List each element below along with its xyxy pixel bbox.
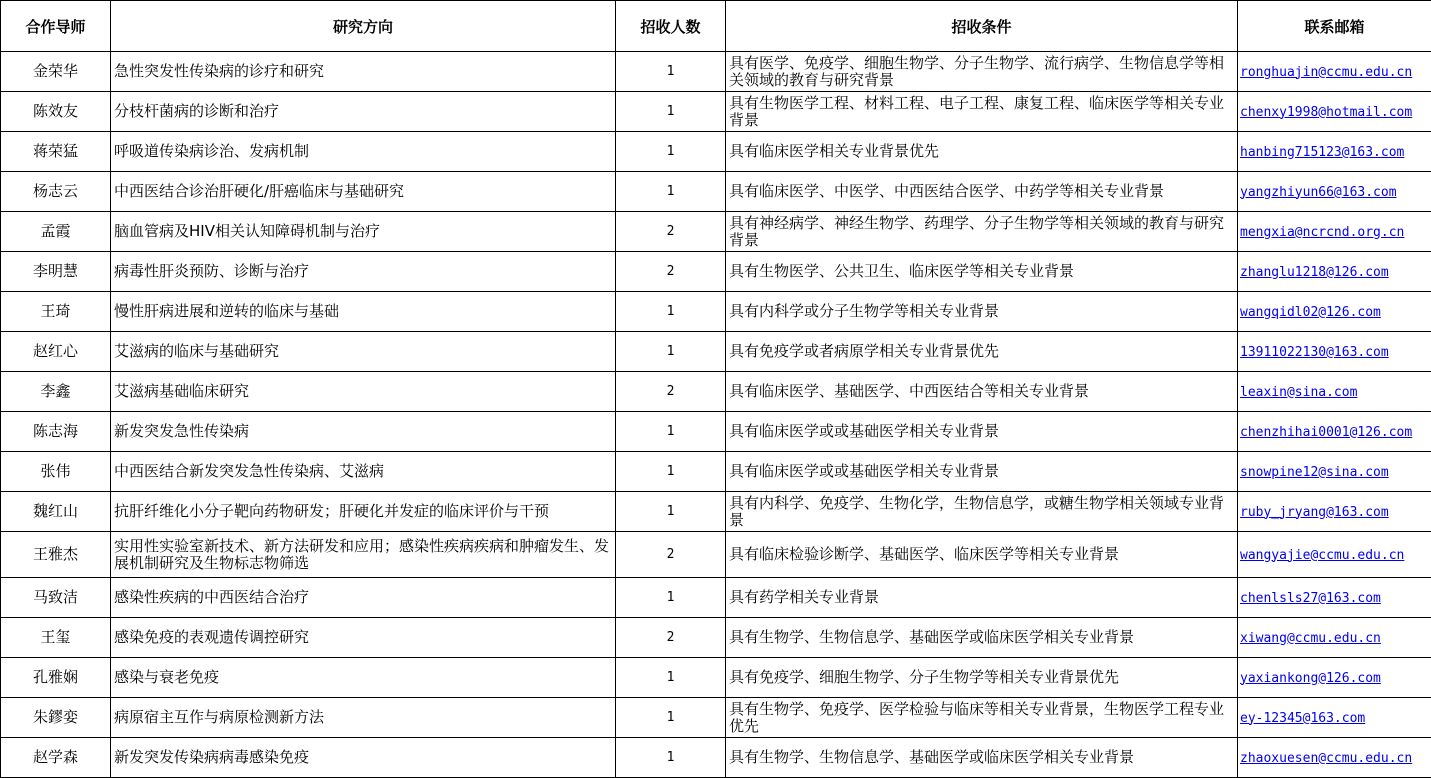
contact-email-link[interactable]: snowpine12@sina.com bbox=[1240, 464, 1389, 480]
table-row bbox=[1, 292, 1431, 332]
contact-email-link[interactable]: chenzhihai0001@126.com bbox=[1240, 424, 1413, 440]
enrollment-count: 1 bbox=[616, 578, 726, 618]
contact-email-link[interactable]: wangqidl02@126.com bbox=[1240, 304, 1381, 320]
requirements: 具有临床医学相关专业背景优先 bbox=[726, 132, 1238, 172]
header-mentor: 合作导师 bbox=[1, 1, 111, 52]
contact-email-link[interactable]: leaxin@sina.com bbox=[1240, 384, 1358, 400]
contact-email-link[interactable]: ey-12345@163.com bbox=[1240, 710, 1366, 726]
enrollment-count: 1 bbox=[616, 132, 726, 172]
contact-email-link[interactable]: 13911022130@163.com bbox=[1240, 344, 1389, 360]
enrollment-count: 1 bbox=[616, 492, 726, 532]
requirements: 具有医学、免疫学、细胞生物学、分子生物学、流行病学、生物信息学等相关领域的教育与研究背景 bbox=[726, 52, 1238, 92]
research-direction: 感染性疾病的中西医结合治疗 bbox=[111, 578, 616, 618]
contact-email-cell bbox=[1238, 452, 1431, 492]
enrollment-count: 2 bbox=[616, 532, 726, 578]
header-contact-email: 联系邮箱 bbox=[1238, 1, 1431, 52]
enrollment-count: 1 bbox=[616, 658, 726, 698]
table-row bbox=[1, 372, 1431, 412]
table-row bbox=[1, 738, 1431, 778]
table-row bbox=[1, 132, 1431, 172]
mentor-name: 张伟 bbox=[1, 452, 111, 492]
research-direction: 病原宿主互作与病原检测新方法 bbox=[111, 698, 616, 738]
mentor-name: 孟霞 bbox=[1, 212, 111, 252]
contact-email-cell bbox=[1238, 92, 1431, 132]
research-direction: 新发突发传染病病毒感染免疫 bbox=[111, 738, 616, 778]
enrollment-count: 1 bbox=[616, 52, 726, 92]
table-row bbox=[1, 492, 1431, 532]
table-row bbox=[1, 698, 1431, 738]
requirements: 具有临床医学、中医学、中西医结合医学、中药学等相关专业背景 bbox=[726, 172, 1238, 212]
enrollment-count: 1 bbox=[616, 412, 726, 452]
table-row bbox=[1, 332, 1431, 372]
contact-email-cell bbox=[1238, 132, 1431, 172]
contact-email-cell bbox=[1238, 412, 1431, 452]
contact-email-cell bbox=[1238, 172, 1431, 212]
requirements: 具有免疫学、细胞生物学、分子生物学等相关专业背景优先 bbox=[726, 658, 1238, 698]
mentor-name: 赵红心 bbox=[1, 332, 111, 372]
contact-email-link[interactable]: mengxia@ncrcnd.org.cn bbox=[1240, 224, 1405, 240]
research-direction: 急性突发性传染病的诊疗和研究 bbox=[111, 52, 616, 92]
table-row bbox=[1, 172, 1431, 212]
contact-email-link[interactable]: xiwang@ccmu.edu.cn bbox=[1240, 630, 1381, 646]
research-direction: 感染免疫的表观遗传调控研究 bbox=[111, 618, 616, 658]
requirements: 具有免疫学或者病原学相关专业背景优先 bbox=[726, 332, 1238, 372]
enrollment-count: 2 bbox=[616, 252, 726, 292]
requirements: 具有生物学、生物信息学、基础医学或临床医学相关专业背景 bbox=[726, 618, 1238, 658]
requirements: 具有生物学、免疫学、医学检验与临床等相关专业背景，生物医学工程专业优先 bbox=[726, 698, 1238, 738]
mentor-name: 朱鏐娈 bbox=[1, 698, 111, 738]
table-row bbox=[1, 452, 1431, 492]
table-row bbox=[1, 412, 1431, 452]
mentor-name: 杨志云 bbox=[1, 172, 111, 212]
research-direction: 分枝杆菌病的诊断和治疗 bbox=[111, 92, 616, 132]
requirements: 具有临床医学或或基础医学相关专业背景 bbox=[726, 452, 1238, 492]
contact-email-link[interactable]: chenxy1998@hotmail.com bbox=[1240, 104, 1413, 120]
contact-email-cell bbox=[1238, 52, 1431, 92]
research-direction: 新发突发急性传染病 bbox=[111, 412, 616, 452]
header-requirements: 招收条件 bbox=[726, 1, 1238, 52]
requirements: 具有神经病学、神经生物学、药理学、分子生物学等相关领域的教育与研究背景 bbox=[726, 212, 1238, 252]
research-direction: 呼吸道传染病诊治、发病机制 bbox=[111, 132, 616, 172]
research-direction: 慢性肝病进展和逆转的临床与基础 bbox=[111, 292, 616, 332]
requirements: 具有生物医学、公共卫生、临床医学等相关专业背景 bbox=[726, 252, 1238, 292]
contact-email-link[interactable]: chenlsls27@163.com bbox=[1240, 590, 1381, 606]
mentor-name: 李鑫 bbox=[1, 372, 111, 412]
table-row bbox=[1, 618, 1431, 658]
contact-email-cell bbox=[1238, 372, 1431, 412]
table-row bbox=[1, 658, 1431, 698]
research-direction: 抗肝纤维化小分子靶向药物研发；肝硬化并发症的临床评价与干预 bbox=[111, 492, 616, 532]
requirements: 具有临床医学、基础医学、中西医结合等相关专业背景 bbox=[726, 372, 1238, 412]
mentor-name: 陈效友 bbox=[1, 92, 111, 132]
enrollment-count: 1 bbox=[616, 332, 726, 372]
enrollment-count: 1 bbox=[616, 738, 726, 778]
requirements: 具有临床检验诊断学、基础医学、临床医学等相关专业背景 bbox=[726, 532, 1238, 578]
contact-email-link[interactable]: ronghuajin@ccmu.edu.cn bbox=[1240, 64, 1413, 80]
requirements: 具有临床医学或或基础医学相关专业背景 bbox=[726, 412, 1238, 452]
contact-email-link[interactable]: yangzhiyun66@163.com bbox=[1240, 184, 1397, 200]
mentor-name: 马致洁 bbox=[1, 578, 111, 618]
mentor-name: 陈志海 bbox=[1, 412, 111, 452]
enrollment-count: 1 bbox=[616, 172, 726, 212]
mentor-name: 孔雅娴 bbox=[1, 658, 111, 698]
table-row bbox=[1, 92, 1431, 132]
table-row bbox=[1, 578, 1431, 618]
requirements: 具有生物医学工程、材料工程、电子工程、康复工程、临床医学等相关专业背景 bbox=[726, 92, 1238, 132]
contact-email-cell bbox=[1238, 292, 1431, 332]
mentor-name: 魏红山 bbox=[1, 492, 111, 532]
research-direction: 艾滋病基础临床研究 bbox=[111, 372, 616, 412]
contact-email-link[interactable]: yaxiankong@126.com bbox=[1240, 670, 1381, 686]
requirements: 具有内科学、免疫学、生物化学，生物信息学，或糖生物学相关领域专业背景 bbox=[726, 492, 1238, 532]
mentor-name: 李明慧 bbox=[1, 252, 111, 292]
mentor-name: 王琦 bbox=[1, 292, 111, 332]
requirements: 具有生物学、生物信息学、基础医学或临床医学相关专业背景 bbox=[726, 738, 1238, 778]
table-body bbox=[1, 52, 1431, 778]
enrollment-count: 1 bbox=[616, 292, 726, 332]
contact-email-cell bbox=[1238, 578, 1431, 618]
contact-email-cell bbox=[1238, 618, 1431, 658]
contact-email-cell bbox=[1238, 332, 1431, 372]
requirements: 具有内科学或分子生物学等相关专业背景 bbox=[726, 292, 1238, 332]
contact-email-link[interactable]: zhaoxuesen@ccmu.edu.cn bbox=[1240, 750, 1413, 766]
mentor-name: 蒋荣猛 bbox=[1, 132, 111, 172]
research-direction: 艾滋病的临床与基础研究 bbox=[111, 332, 616, 372]
research-direction: 中西医结合新发突发急性传染病、艾滋病 bbox=[111, 452, 616, 492]
mentor-name: 金荣华 bbox=[1, 52, 111, 92]
research-direction: 实用性实验室新技术、新方法研发和应用；感染性疾病疾病和肿瘤发生、发展机制研究及生物标志物筛选 bbox=[111, 532, 616, 578]
requirements: 具有药学相关专业背景 bbox=[726, 578, 1238, 618]
header-enrollment-count: 招收人数 bbox=[616, 1, 726, 52]
enrollment-count: 2 bbox=[616, 372, 726, 412]
contact-email-cell bbox=[1238, 698, 1431, 738]
enrollment-count: 2 bbox=[616, 212, 726, 252]
contact-email-cell bbox=[1238, 252, 1431, 292]
table-row bbox=[1, 252, 1431, 292]
contact-email-link[interactable]: ruby_jryang@163.com bbox=[1240, 504, 1389, 520]
contact-email-link[interactable]: hanbing715123@163.com bbox=[1240, 144, 1405, 160]
contact-email-cell bbox=[1238, 658, 1431, 698]
table-row bbox=[1, 212, 1431, 252]
enrollment-count: 1 bbox=[616, 698, 726, 738]
contact-email-cell bbox=[1238, 212, 1431, 252]
contact-email-link[interactable]: wangyajie@ccmu.edu.cn bbox=[1240, 547, 1405, 563]
research-direction: 脑血管病及HIV相关认知障碍机制与治疗 bbox=[111, 212, 616, 252]
enrollment-count: 1 bbox=[616, 452, 726, 492]
enrollment-count: 2 bbox=[616, 618, 726, 658]
mentor-name: 王雅杰 bbox=[1, 532, 111, 578]
contact-email-cell bbox=[1238, 532, 1431, 578]
contact-email-cell bbox=[1238, 738, 1431, 778]
enrollment-count: 1 bbox=[616, 92, 726, 132]
table-row bbox=[1, 52, 1431, 92]
research-direction: 病毒性肝炎预防、诊断与治疗 bbox=[111, 252, 616, 292]
header-research-direction: 研究方向 bbox=[111, 1, 616, 52]
mentor-name: 王玺 bbox=[1, 618, 111, 658]
mentor-name: 赵学森 bbox=[1, 738, 111, 778]
contact-email-cell bbox=[1238, 492, 1431, 532]
header-row bbox=[1, 1, 1431, 52]
research-direction: 感染与衰老免疫 bbox=[111, 658, 616, 698]
contact-email-link[interactable]: zhanglu1218@126.com bbox=[1240, 264, 1389, 280]
table-row bbox=[1, 532, 1431, 578]
research-direction: 中西医结合诊治肝硬化/肝癌临床与基础研究 bbox=[111, 172, 616, 212]
